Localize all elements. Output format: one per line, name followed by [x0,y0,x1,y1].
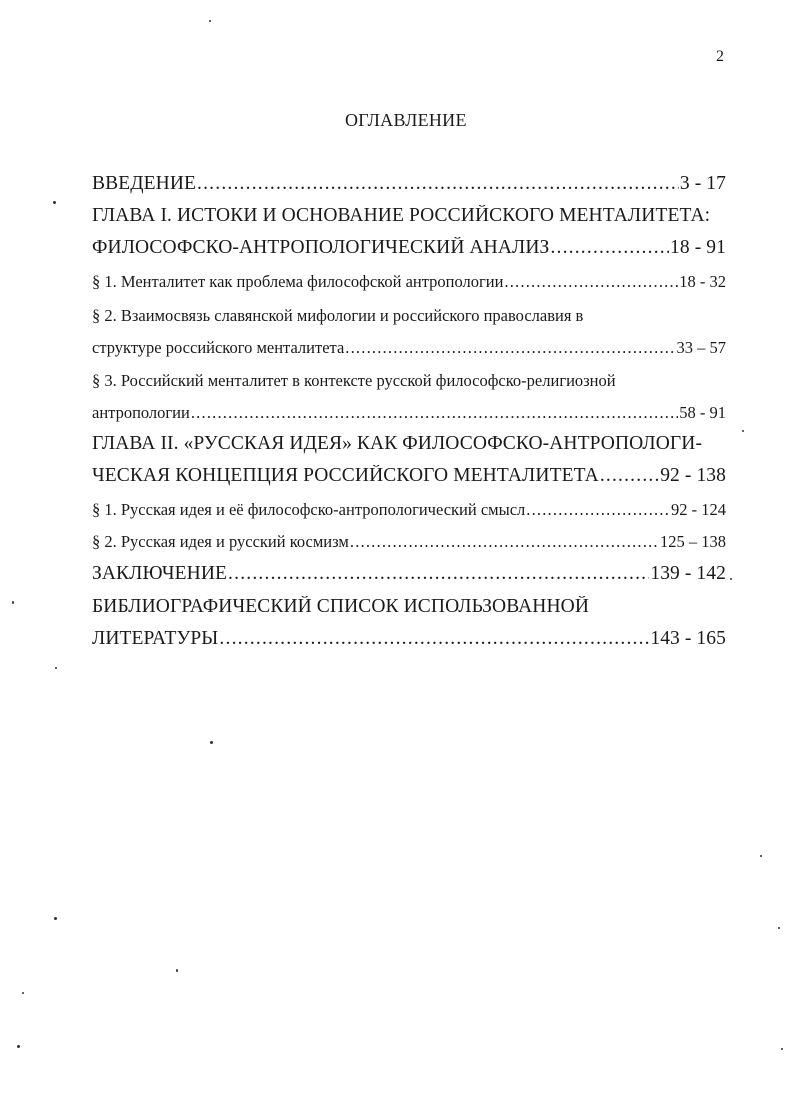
toc-entry-chapter1-line2 [92,237,726,263]
scan-speck [742,430,744,432]
toc-entry-pages: 92 - 124 [671,500,726,519]
scan-speck [176,969,178,972]
toc-entry-label: § 2. Взаимосвязь славянской мифологии и российского православия в [92,306,584,325]
toc-entry-section-1-3-line2 [92,403,726,429]
dot-leader [550,237,669,259]
dot-leader [191,403,678,423]
toc-entry-chapter1-line1 [92,205,726,231]
toc-entry-label: ВВЕДЕНИЕ [92,173,197,194]
toc-entry-section-2-1 [92,500,726,526]
toc-entry-label: ГЛАВА II. «РУССКАЯ ИДЕЯ» КАК ФИЛОСОФСКО-АНТРОПОЛОГИ- [92,433,703,454]
toc-entry-label: ФИЛОСОФСКО-АНТРОПОЛОГИЧЕСКИЙ АНАЛИЗ [92,237,550,258]
dot-leader [197,173,679,195]
toc-entry-pages: 58 - 91 [679,403,726,422]
toc-entry-section-1-1 [92,272,726,298]
scan-speck [55,667,57,669]
scan-speck [22,992,24,994]
toc-entry-pages: 3 - 17 [679,173,726,194]
scan-speck [210,741,213,744]
toc-title-text: ОГЛАВЛЕНИЕ [345,110,467,130]
toc-entry-label: ЛИТЕРАТУРЫ [92,628,219,649]
scan-speck [209,20,211,22]
toc-entry-section-2-2 [92,532,726,558]
toc-entry-bibliography-line1 [92,596,726,622]
toc-entry-label: § 2. Русская идея и русский космизм [92,532,349,551]
dot-leader [504,272,678,292]
dot-leader [350,532,659,552]
toc-entry-conclusion [92,563,726,589]
toc-entry-pages: 18 - 91 [670,237,726,258]
toc-entry-pages: 139 - 142 [650,563,726,584]
toc-entry-label: § 1. Менталитет как проблема философской антропологии [92,272,504,291]
dot-leader [219,628,649,650]
toc-entry-label: антропологии [92,403,190,422]
dot-leader [526,500,670,520]
scan-speck [54,917,57,920]
scan-speck [760,855,762,857]
toc-entry-pages: 33 – 57 [676,338,726,357]
toc-entry-label: ЧЕСКАЯ КОНЦЕПЦИЯ РОССИЙСКОГО МЕНТАЛИТЕТА [92,465,599,486]
scan-speck [17,1045,20,1048]
dot-leader [345,338,675,358]
toc-entry-pages: 125 – 138 [660,532,726,551]
scan-speck [778,927,780,929]
dot-leader [600,465,659,487]
toc-entry-chapter2-line1 [92,433,726,459]
toc-entry-intro [92,173,726,199]
toc-entry-label: структуре российского менталитета [92,338,345,357]
toc-entry-pages: 18 - 32 [679,272,726,291]
toc-entry-bibliography-line2 [92,628,726,654]
scan-speck [781,1048,783,1050]
toc-entry-label: § 3. Российский менталитет в контексте русской философско-религиозной [92,371,616,390]
dot-leader [228,563,649,585]
toc-entry-label: ЗАКЛЮЧЕНИЕ [92,563,228,584]
toc-entry-chapter2-line2 [92,465,726,491]
scan-speck [12,601,14,604]
toc-entry-label: ГЛАВА I. ИСТОКИ И ОСНОВАНИЕ РОССИЙСКОГО МЕНТАЛИТЕТА: [92,205,711,226]
scan-speck [53,201,56,204]
page-number: 2 [716,48,724,65]
toc-entry-section-1-2-line2 [92,338,726,364]
scan-speck [730,578,732,580]
toc-entry-section-1-3-line1 [92,371,726,397]
toc-entry-label: § 1. Русская идея и её философско-антропологический смысл [92,500,526,519]
toc-entry-section-1-2-line1 [92,306,726,332]
toc-entry-label: БИБЛИОГРАФИЧЕСКИЙ СПИСОК ИСПОЛЬЗОВАННОЙ [92,596,590,617]
toc-entry-pages: 92 - 138 [660,465,726,486]
toc-entry-pages: 143 - 165 [650,628,726,649]
